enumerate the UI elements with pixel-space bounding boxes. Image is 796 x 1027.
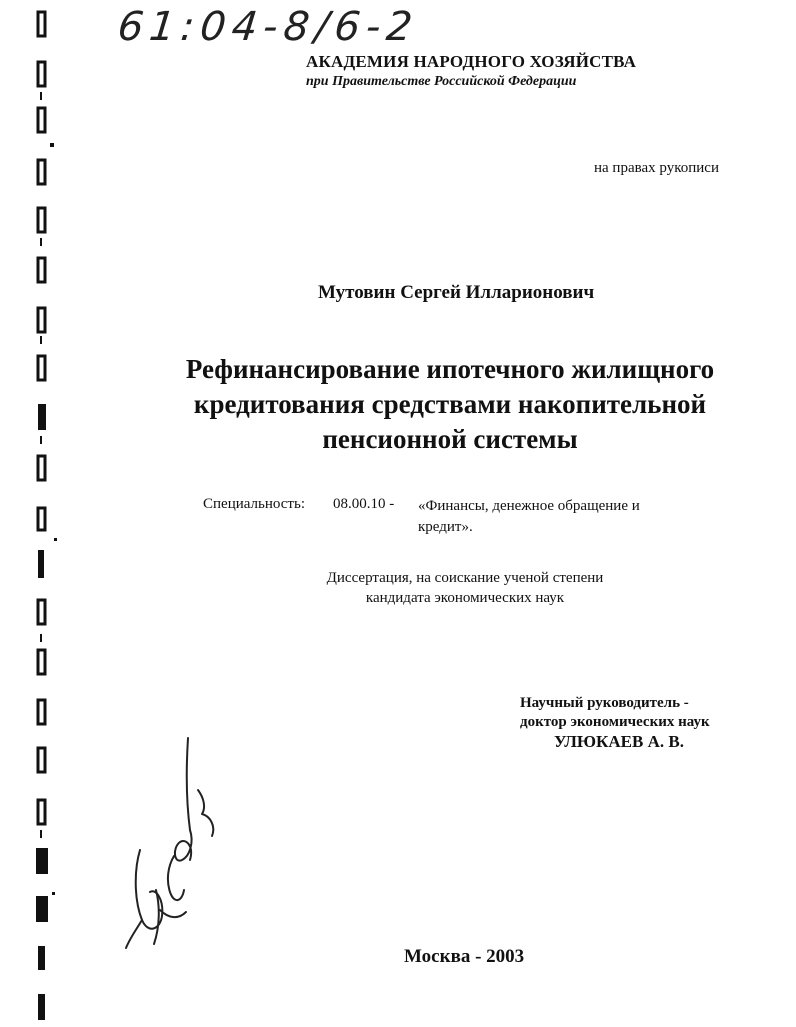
- manuscript-note: на правах рукописи: [594, 160, 719, 176]
- scan-margin-marks: [30, 0, 70, 1027]
- institution-affiliation: при Правительстве Российской Федерации: [306, 74, 577, 89]
- author-name: Мутовин Сергей Илларионович: [318, 282, 595, 303]
- supervisor-name: УЛЮКАЕВ А. В.: [554, 732, 684, 751]
- specialty-label: Специальность:: [203, 496, 305, 512]
- supervisor-degree: доктор экономических наук: [520, 714, 710, 730]
- specialty-name: «Финансы, денежное обращение и кредит».: [418, 498, 640, 535]
- title-line: кредитования средствами накопительной: [193, 389, 707, 419]
- supervisor-role: Научный руководитель -: [520, 695, 689, 711]
- dissertation-line: кандидата экономических наук: [365, 590, 565, 606]
- signature-scribble: [120, 730, 240, 960]
- archive-code: 61:04-8/6-2: [115, 4, 421, 50]
- institution-header: [306, 52, 636, 92]
- dissertation-degree: [300, 568, 630, 608]
- thesis-title: [150, 352, 750, 457]
- supervisor-block: [520, 694, 710, 751]
- city-year: Москва - 2003: [404, 946, 525, 967]
- specialty-code: 08.00.10 -: [333, 496, 395, 512]
- institution-name: АКАДЕМИЯ НАРОДНОГО ХОЗЯЙСТВА: [306, 52, 637, 71]
- title-line: Рефинансирование ипотечного жилищного: [185, 354, 715, 384]
- title-line: пенсионной системы: [322, 424, 578, 454]
- dissertation-line: Диссертация, на соискание ученой степени: [326, 570, 604, 586]
